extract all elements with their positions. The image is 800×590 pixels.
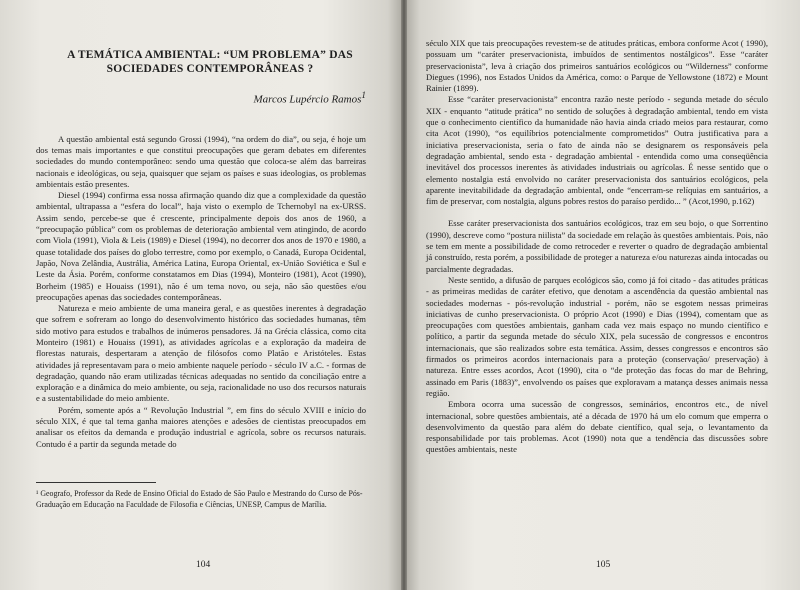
right-page [404, 0, 800, 590]
left-page-text [36, 134, 366, 450]
right-page-text [426, 38, 768, 456]
footnote: ¹ Geografo, Professor da Rede de Ensino Oficial do Estado de São Paulo e Mestrando do Curso de Pós-Graduação em Educação na Faculdade de Filosofia e Ciências, UNESP, Campus de Marília. [36, 489, 363, 509]
paragraph: Embora ocorra uma sucessão de congressos, seminários, encontros etc., de nível internacional, sobre questões ambientais, até a década de 1970 há um elo comum que emperra o desenvolvimento da questão para além do debate científico, qual seja, o levantamento da responsabilidade por tais problemas. Acot (1990) nota que a tendência das discussões sobre questões ambientais, neste [426, 399, 768, 455]
paragraph: Neste sentido, a difusão de parques ecológicos são, como já foi citado - das atitudes práticas - as primeiras medidas de caráter efetivo, que denotam a ascendência da questão ambiental nas sociedades modernas - pós-revolução industrial - porém, não se esgotem nessas primeiras iniciativas de cunho preservacionista. O próprio Acot (1990) e Dias (1994), comentam que as preocupações com questões ambientais, ganham cada vez mais espaço no mundo científico e político, a partir da segunda metade do século XIX, pela sucessão de congressos e encontros internacionais, que são realizados sobre esta temática. Assim, desses congressos e encontros são firmados os primeiros acordos internacionais para a proteção (conservação/ preservação) à natureza. Entre esses acordos, Acot (1990), cita o “de proteção das focas do mar de Behring, assinado em Paris (1883)”, envolvendo os países que exploravam a matança desses animais nessa região. [426, 274, 768, 398]
author-line [36, 90, 366, 106]
page-number-left: 104 [196, 560, 211, 570]
author-name: Marcos Lupércio Ramos [253, 93, 362, 106]
book-gutter [401, 0, 407, 590]
paragraph: século XIX que tais preocupações revestem-se de atitudes práticas, embora conforme Acot ( 1990), possuam um “caráter preservacionista, imbuídos de sentimentos nostálgicos”. Esse “caráter preservacionista”, leva à criação dos primeiros santuários ecológicos ou “Wilderness” conforme Diegues (1996), nos Estados Unidos da América, como: o Parque de Yellowstone (1872) e Mount Rainier (1899). [426, 38, 768, 94]
page-number-right: 105 [596, 560, 611, 570]
article-title: A TEMÁTICA AMBIENTAL: “UM PROBLEMA” DAS SOCIEDADES CONTEMPORÂNEAS ? [67, 49, 353, 75]
paragraph: Esse caráter preservacionista dos santuários ecológicos, traz em seu bojo, o que Sorrentino (1990), descreve como “postura niilista” da sociedade em relação às questões ambientais. Pois, não se tem em mente a possibilidade de como retroceder e reverter o quadro de degradação ambiental já construído, resta porém, a possibilidade de proteger a natureza e/ou naturezas ainda intocadas ou parcialmente degradadas. [426, 218, 768, 274]
paragraph: Esse “caráter preservacionista” encontra razão neste período - segunda metade do século XIX - enquanto “atitude prática” no sentido de soluções à degradação ambiental, tendo em vista que o conhecimento científico da humanidade não havia ainda criado meios para restaurar, como cita Acot (1990), “os equilíbrios potencialmente comprometidos” Outra justificativa para a iniciativa preservacionista, seria o fato de ainda não se designarem os responsáveis pela degradação ambiental, sendo esta - degradação ambiental - entendida como uma conseqüência inevitável dos processos inerentes às atividades industriais ou agrícolas. É nesse sentido que o elemento nostalgia está envolvido no caráter preservacionista dos santuários ecológicos, pela aparente inevitabilidade da degradação ambiental, onde “encerram-se relíquias em santuários, a fim de preservar, com nostalgia, alguns pobres restos do paraíso perdido... ” (Acot,1990, p.162) [426, 94, 768, 207]
paragraph: Natureza e meio ambiente de uma maneira geral, e as questões inerentes à degradação que sofrem e sofreram ao longo do desenvolvimento histórico das sociedades humanas, têm sido motivo para estudos e trabalhos de inúmeros pensadores. Já na Grécia clássica, como cita Monteiro (1981) e Houaiss (1991), as atividades agrícolas e a exploração da madeira de florestas naturais, despertaram a atenção de filósofos como Platão e Aristóteles. Estas atividades já representavam para o meio ambiente naquele período - século IV a.C. - formas de degradação, quando não eram utilizadas técnicas adequadas no sentido da conciliação entre a exploração e a dinâmica do meio ambiente, ou seja, racionalidade no uso dos recursos naturais e a sustentabilidade do meio ambiente. [36, 303, 366, 404]
author-footnote-mark: 1 [361, 90, 366, 100]
footnote-divider [36, 482, 156, 483]
paragraph: A questão ambiental está segundo Grossi (1994), “na ordem do dia”, ou seja, é hoje um dos temas mais importantes e que constitui preocupações que geram debates em diferentes sociedades do mundo contemporâneo: sendo uma questão que coloca-se além das barreiras nacionais e ideológicas, ou seja, quaisquer que sejam os países e suas ideologias, os problemas ambientais estão presentes. [36, 133, 366, 189]
paragraph: Porém, somente após a “ Revolução Industrial ”, em fins do século XVIII e início do século XIX, é que tal tema ganha maiores atenções e adesões de cientistas preocupados em analisar os efeitos da demanda e produção industrial e agrícola, sobre os recursos naturais. Contudo é a partir da segunda metade do [36, 404, 366, 449]
left-page-body [36, 48, 366, 450]
paragraph: Diesel (1994) confirma essa nossa afirmação quando diz que a complexidade da questão ambiental, ultrapassa a “esfera do local”, haja visto o exemplo de Tchernobyl na ex-URSS. Assim sendo, percebe-se que é crescente, principalmente depois dos anos de 1960, a “preocupação pública” com os problemas de deterioração ambiental vem atingindo, de acordo com Viola (1991), Viola & Leis (1989) e Diesel (1994), no decorrer dos anos de 1970 e 1980, a quase totalidade dos países do globo terrestre, como por exemplo, o Canadá, Europa Ocidental, Japão, Nova Zelândia, Austrália, América Latina, Europa Oriental, ex-União Soviética e Sul e Leste da Ásia. Porém, conforme constatamos em Dias (1994), Monteiro (1981), Acot (1990), Borheim (1985) e Houaiss (1991), não é um tema novo, ou seja, não são questões e/ou preocupações apenas das sociedades contemporâneas. [36, 190, 366, 302]
